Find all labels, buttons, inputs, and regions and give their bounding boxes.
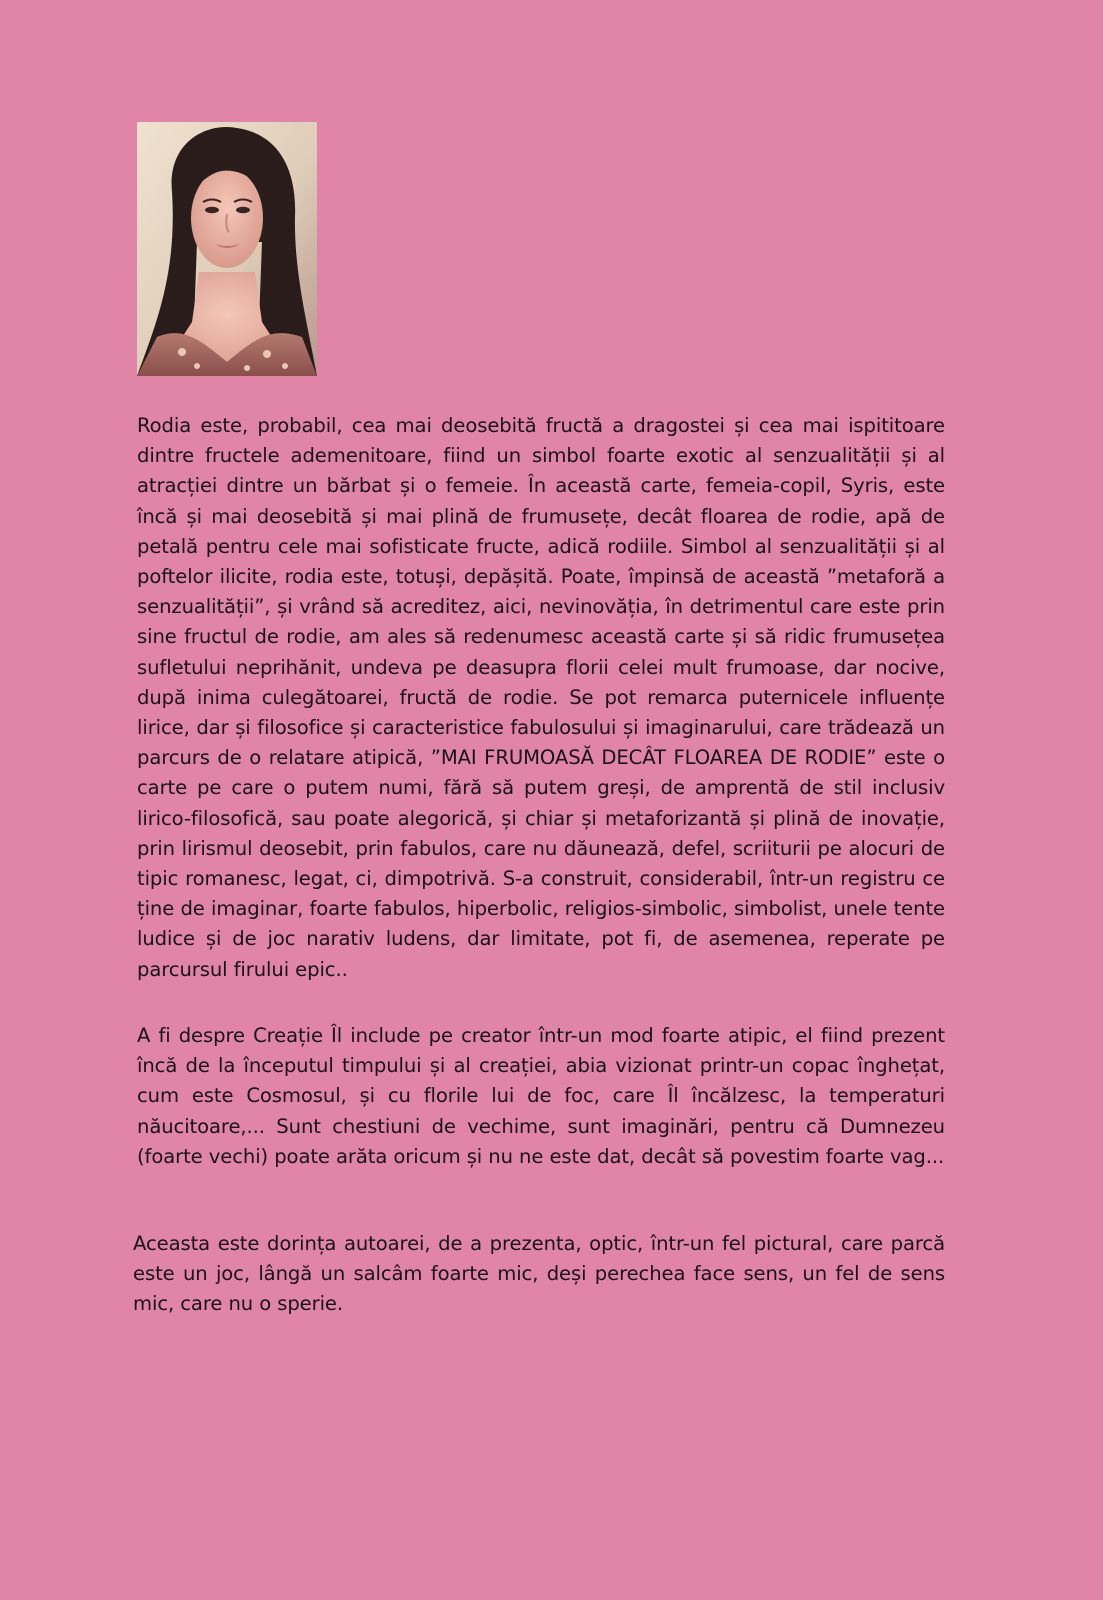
paragraph-synopsis: Rodia este, probabil, cea mai deosebită fructă a dragostei și cea mai ispititoare dintre fructele ademenitoare, fiind un simbol foarte exotic al senzualității și al atracției dintre un bărbat și o femeie. În această carte, femeia-copil, Syris, este încă și mai deosebită și mai plină de frumusețe, decât floarea de rodie, apă de petală pentru cele mai sofisticate fructe, adică rodiile. Simbol al senzualității și al poftelor ilicite, rodia este, totuși, depășită. Poate, împinsă de această ”metaforă a senzualității”, și vrând să acreditez, aici, nevinovăția, în detrimentul care este prin sine fructul de rodie, am ales să redenumesc această carte și să ridic frumusețea sufletului neprihănit, undeva pe deasupra florii celei mult frumoase, dar nocive, după inima culegătoarei, fructă de rodie. Se pot remarca puternicele influențe lirice, dar și filosofice și caracteristice fabulosului și imaginarului, care trădează un parcurs de o relatare atipică, ”MAI FRUMOASĂ DECÂT FLOAREA DE RODIE” este o carte pe care o putem numi, fără să putem greși, de amprentă de stil inclusiv lirico-filosofică, sau poate alegorică, și chiar și metaforizantă și plină de inovație, prin lirismul deosebit, prin fabulos, care nu dăunează, defel, scriiturii pe alocuri de tipic romanesc, legat, ci, dimpotrivă. S-a construit, considerabil, într-un registru ce ține de imaginar, foarte fabulos, hiperbolic, religios-simbolic, simbolist, unele tente ludice și de joc narativ ludens, dar limitate, pot fi, de asemenea, reperate pe parcursul firului epic.. [137, 414, 945, 981]
paragraph-author-wish: Aceasta este dorința autoarei, de a prezenta, optic, într-un fel pictural, care parcă este un joc, lângă un salcâm foarte mic, deși perechea face sens, un fel de sens mic, care nu o sperie. [133, 1232, 945, 1316]
author-photo [137, 122, 317, 376]
paragraph-creation: A fi despre Creație Îl include pe creator într-un mod foarte atipic, el fiind prezent încă de la începutul timpului și al creației, abia vizionat printr-un copac înghețat, cum este Cosmosul, și cu florile lui de foc, care Îl încălzesc, la temperaturi năucitoare,... Sunt chestiuni de vechime, sunt imaginări, pentru că Dumnezeu (foarte vechi) poate arăta oricum și nu ne este dat, decât să povestim foarte vag... [137, 1024, 945, 1168]
author-portrait-icon [137, 122, 317, 376]
